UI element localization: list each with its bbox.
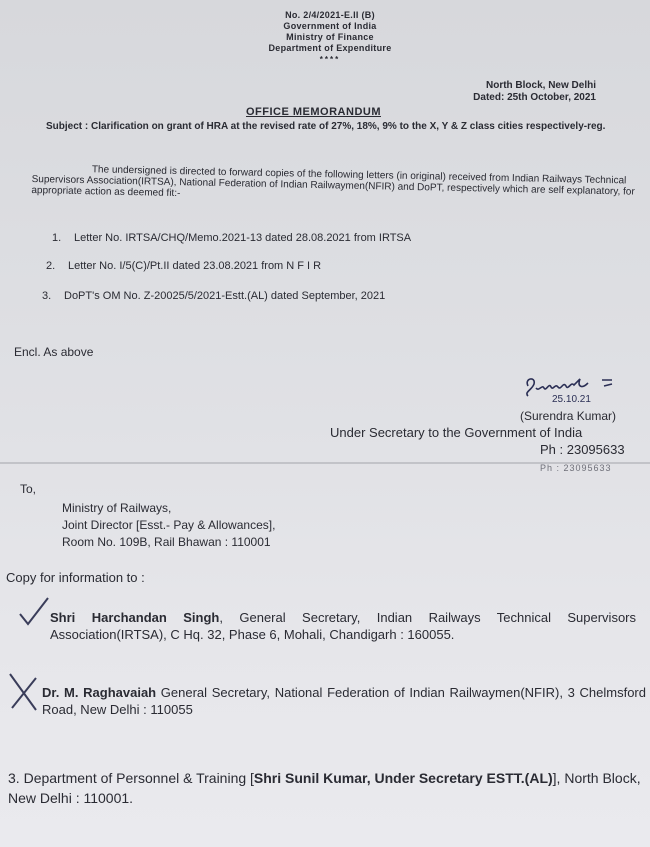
copy-recipient-1-name: Shri Harchandan Singh	[50, 610, 220, 625]
to-label: To,	[20, 482, 37, 496]
copy-recipient-3-prefix: Department of Personnel & Training [	[23, 770, 254, 786]
handwritten-cross-mark	[6, 670, 42, 714]
government-line: Government of India	[283, 21, 377, 31]
signatory-name: (Surendra Kumar)	[520, 409, 617, 423]
body-paragraph: The undersigned is directed to forward copies of the following letters (in original) received from Indian Railways Technical Supervisors Association(IRTSA), National Federation of Indian Railwaymen(NFIR) and DoPT, respectively which are self explanatory, for appropriate action as deemed fit:-	[31, 164, 635, 200]
handwritten-tick-mark	[16, 596, 54, 628]
copy-recipient-3-name: Shri Sunil Kumar, Under Secretary ESTT.(AL)	[253, 770, 553, 786]
phone-bleed-through: Ph : 23095633	[540, 463, 612, 473]
file-number: No. 2/4/2021-E.II (B)	[285, 10, 375, 20]
address-line: Joint Director [Esst.- Pay & Allowances],	[62, 518, 276, 532]
copy-recipient-3-details: ], North Block, New Delhi : 110001.	[8, 770, 641, 806]
ministry-line: Ministry of Finance	[286, 32, 374, 42]
list-item-number: 2.	[46, 260, 56, 272]
department-line: Department of Expenditure	[268, 43, 392, 53]
handwritten-signature	[522, 372, 622, 404]
list-item	[52, 232, 411, 244]
list-item-text: Letter No. IRTSA/CHQ/Memo.2021-13 dated 28.08.2021 from IRTSA	[74, 232, 412, 244]
dated: Dated: 25th October, 2021	[473, 92, 596, 103]
list-item	[42, 290, 385, 302]
svg-text:25.10.21: 25.10.21	[552, 394, 591, 404]
subject: Subject : Clarification on grant of HRA at the revised rate of 27%, 18%, 9% to the X, Y & Z class cities respectively-reg.	[46, 121, 606, 132]
location: North Block, New Delhi	[485, 80, 596, 91]
signatory-designation: Under Secretary to the Government of India	[330, 425, 583, 440]
copy-recipient-2-name: Dr. M. Raghavaiah	[42, 685, 157, 700]
header-stars: ****	[319, 55, 341, 64]
memo-title: OFFICE MEMORANDUM	[246, 106, 381, 118]
copy-recipient-2	[42, 684, 646, 718]
recipient-address	[62, 500, 275, 551]
copy-recipient-1	[50, 609, 636, 643]
place-date-block	[436, 80, 596, 104]
signatory-phone: Ph : 23095633	[540, 442, 625, 457]
address-line: Ministry of Railways,	[62, 501, 172, 515]
copy-label: Copy for information to :	[6, 570, 145, 585]
copy-recipient-3-number: 3.	[8, 770, 20, 786]
list-item-number: 1.	[52, 232, 62, 244]
copy-recipient-3	[8, 768, 648, 808]
list-item-text: Letter No. I/5(C)/Pt.II dated 23.08.2021 from N F I R	[68, 260, 322, 272]
list-item-text: DoPT's OM No. Z-20025/5/2021-Estt.(AL) dated September, 2021	[64, 290, 386, 302]
list-item-number: 3.	[42, 290, 52, 302]
letterhead	[230, 10, 430, 65]
copy-recipient-2-details: General Secretary, National Federation of Indian Railwaymen(NFIR), 3 Chelmsford Road, New Delhi : 110055	[42, 685, 646, 717]
enclosure-note: Encl. As above	[14, 345, 94, 359]
list-item	[46, 260, 321, 272]
address-line: Room No. 109B, Rail Bhawan : 110001	[62, 535, 271, 549]
copy-recipient-1-details: , General Secretary, Indian Railways Technical Supervisors Association(IRTSA), C Hq. 32, Phase 6, Mohali, Chandigarh : 160055.	[50, 610, 637, 642]
